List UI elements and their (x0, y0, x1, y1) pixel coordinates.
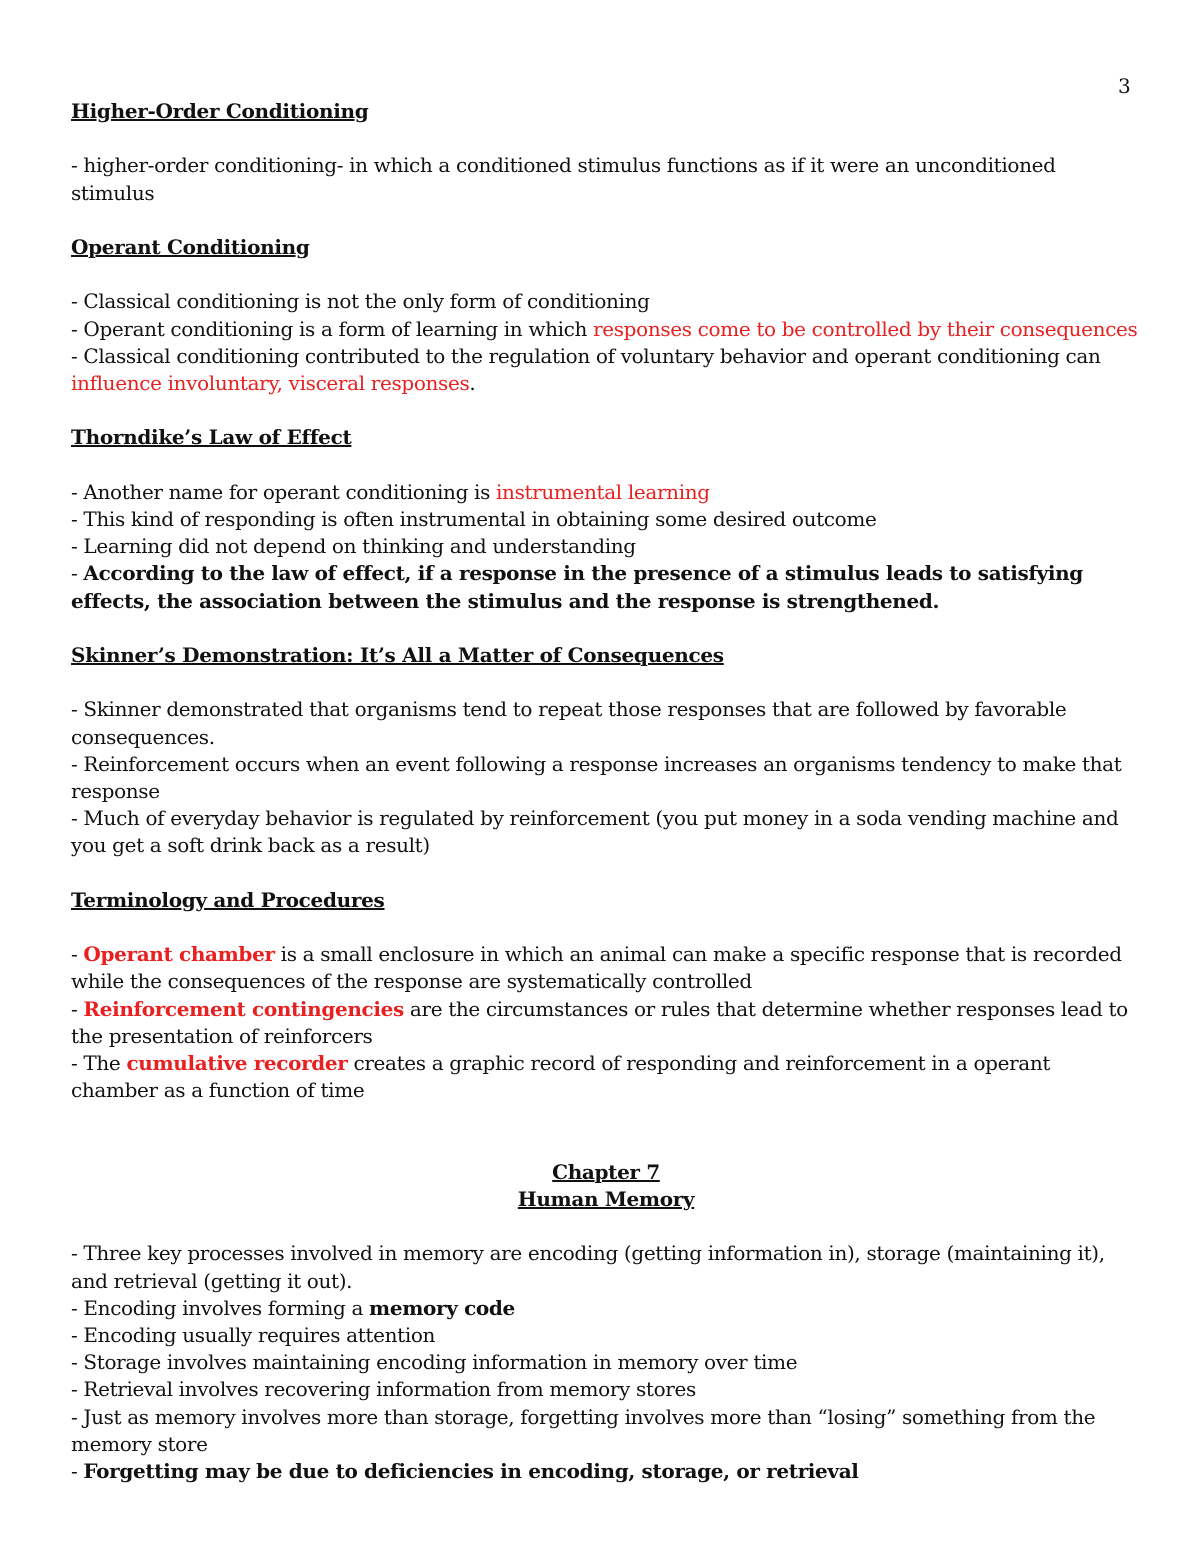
bullet: - Encoding usually requires attention (71, 1322, 436, 1347)
key-term: Operant chamber (83, 942, 275, 967)
bullet: - Reinforcement occurs when an event following a response increases an organisms tendency to make that response (71, 751, 1122, 803)
bullet-text: - (71, 942, 84, 967)
bullet (71, 316, 1141, 343)
bullet: - Storage involves maintaining encoding information in memory over time (71, 1350, 798, 1375)
heading-higher-order-conditioning: Higher-Order Conditioning (71, 99, 369, 123)
page-number: 3 (1118, 74, 1131, 98)
chapter-heading (71, 1159, 1141, 1186)
bullet: - This kind of responding is often instrumental in obtaining some desired outcome (71, 506, 877, 531)
bullet: - Learning did not depend on thinking and understanding (71, 534, 636, 559)
bold-statement: According to the law of effect, if a response in the presence of a stimulus leads to satisfying effects, the association between the stimulus and the response is strengthened. (71, 561, 1083, 613)
bullet-text: - (71, 996, 84, 1021)
bullet-text: - Operant conditioning is a form of learning in which (71, 316, 594, 341)
bullet-text: is a small enclosure in which an animal can make a specific response that is recorded while the consequences of the response are systematically controlled (71, 942, 1122, 994)
bullet (71, 1050, 1141, 1104)
bullet (71, 560, 1141, 614)
bullet-text: - Encoding involves forming a (71, 1295, 370, 1320)
chapter-subtitle: Human Memory (517, 1186, 695, 1211)
bullet (71, 343, 1141, 397)
key-term: cumulative recorder (126, 1050, 348, 1075)
bullet: - higher-order conditioning- in which a conditioned stimulus functions as if it were an unconditioned stimulus (71, 153, 1056, 205)
bullet: - Classical conditioning is not the only form of conditioning (71, 289, 650, 314)
highlighted-phrase: influence involuntary, visceral responses (71, 370, 470, 395)
bullet-text: - (71, 561, 84, 586)
bullet-text: creates a graphic record of responding and reinforcement in a operant chamber as a function of time (71, 1050, 1051, 1103)
bold-statement: Forgetting may be due to deficiencies in encoding, storage, or retrieval (83, 1458, 859, 1483)
bullet: - Skinner demonstrated that organisms tend to repeat those responses that are followed by favorable consequences. (71, 697, 1067, 749)
bullet (71, 996, 1141, 1050)
bullet-text: . (469, 370, 476, 395)
heading-skinners-demonstration: Skinner’s Demonstration: It’s All a Matter of Consequences (71, 642, 724, 667)
bullet-text: - The (71, 1050, 127, 1075)
highlighted-phrase: instrumental learning (496, 479, 710, 504)
bullet-text: - Another name for operant conditioning is (71, 479, 496, 504)
bullet: - Three key processes involved in memory are encoding (getting information in), storage (maintaining it), and retrieval (getting it out). (71, 1241, 1105, 1293)
bullet-text: - Classical conditioning contributed to the regulation of voluntary behavior and operant conditioning can (71, 343, 1101, 368)
highlighted-phrase: responses come to be controlled by their consequences (593, 316, 1138, 341)
heading-terminology-procedures: Terminology and Procedures (71, 887, 385, 912)
heading-thorndikes-law: Thorndike’s Law of Effect (71, 425, 352, 450)
chapter-title: Chapter 7 (552, 1159, 660, 1184)
bullet (71, 479, 1141, 506)
page-content (71, 98, 1141, 1485)
bold-term: memory code (369, 1295, 515, 1320)
bullet: - Just as memory involves more than storage, forgetting involves more than “losing” something from the memory store (71, 1404, 1096, 1456)
bullet: - Much of everyday behavior is regulated by reinforcement (you put money in a soda vending machine and you get a soft drink back as a result) (71, 806, 1119, 858)
heading-operant-conditioning: Operant Conditioning (71, 234, 310, 259)
bullet: - Retrieval involves recovering information from memory stores (71, 1377, 696, 1402)
chapter-subheading (71, 1186, 1141, 1213)
bullet (71, 941, 1141, 995)
bullet-text: - (71, 1458, 84, 1483)
bullet (71, 1295, 1141, 1322)
bullet-text: are the circumstances or rules that determine whether responses lead to the presentation of reinforcers (71, 996, 1128, 1048)
bullet (71, 1458, 1141, 1485)
key-term: Reinforcement contingencies (83, 996, 404, 1021)
